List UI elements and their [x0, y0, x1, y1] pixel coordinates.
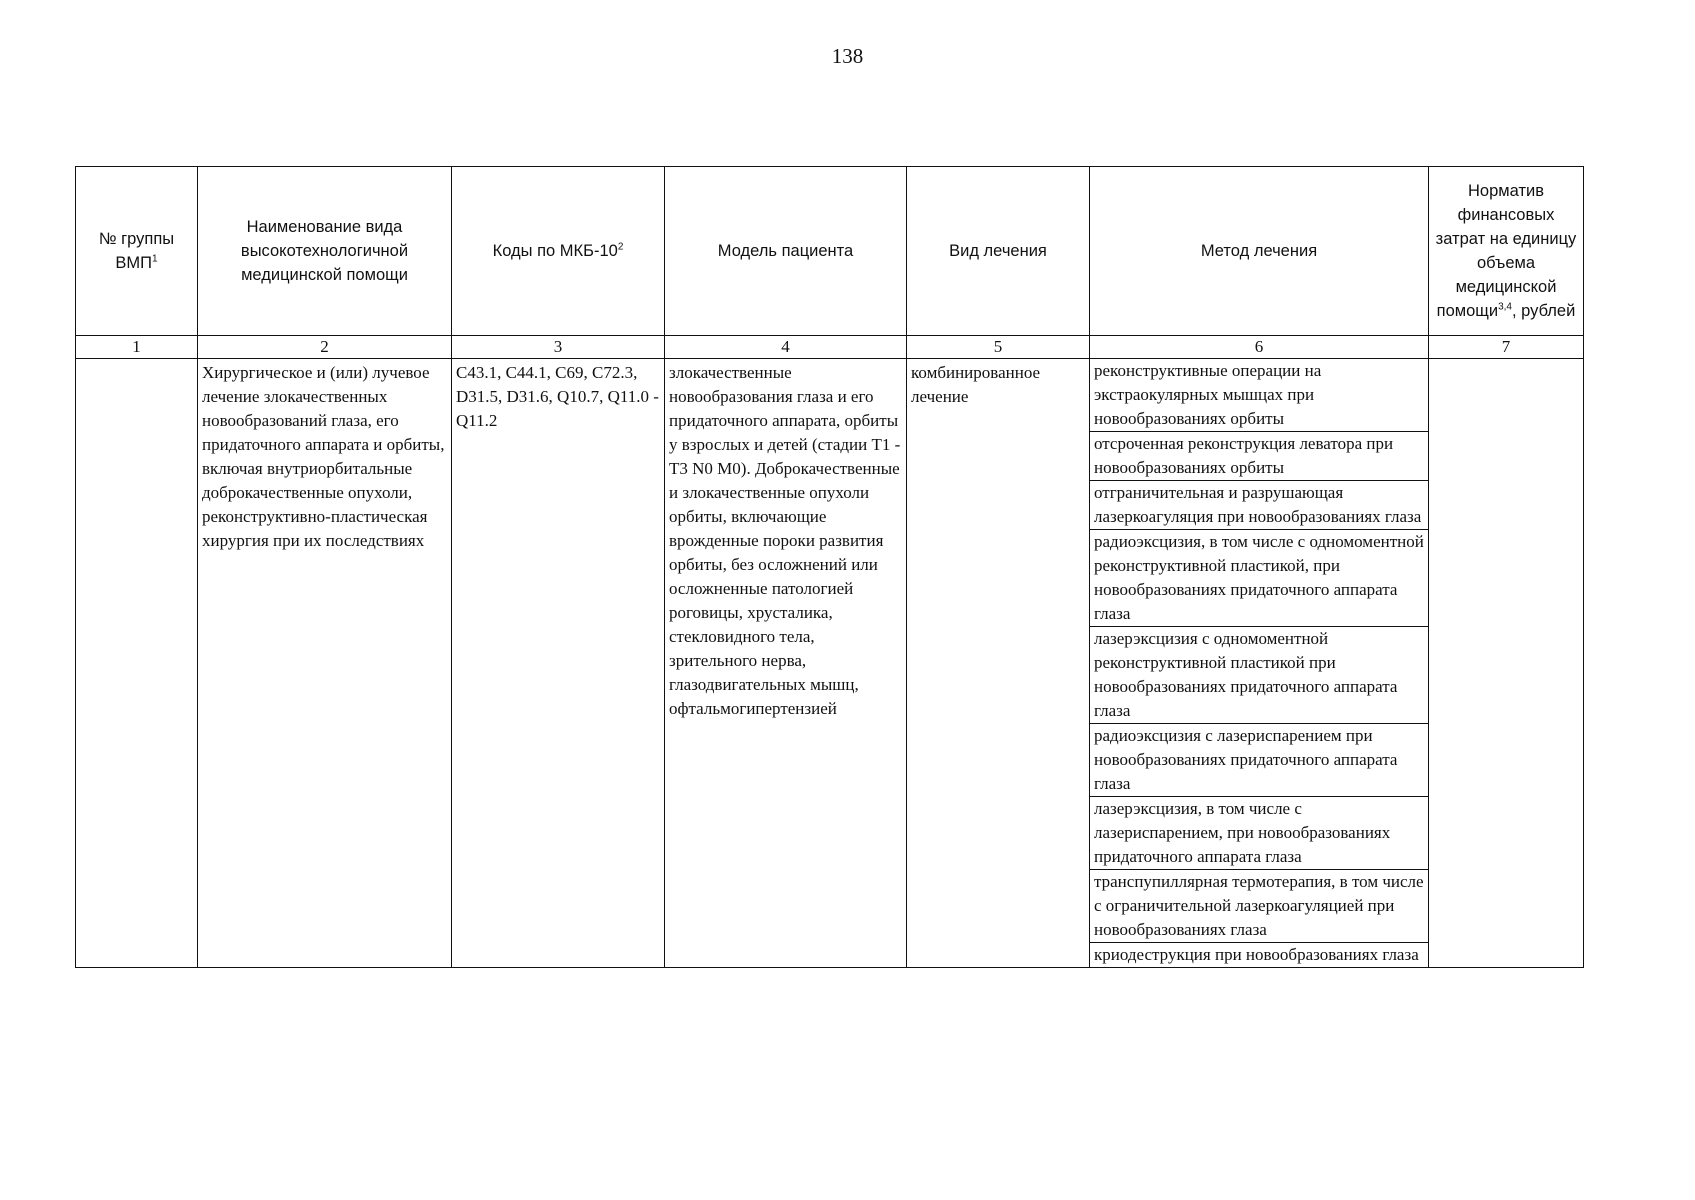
column-number: 1: [76, 336, 198, 359]
header-group: № группы ВМП$^1$: [76, 167, 198, 336]
method-item: лазерэксцизия с одномоментной реконструктивной пластикой при новообразованиях придаточного аппарата глаза: [1090, 627, 1428, 724]
page-number: 138: [831, 44, 864, 68]
header-patient-model: Модель пациента: [665, 167, 907, 336]
methods-list: [1090, 359, 1428, 967]
header-row: [76, 167, 1584, 336]
column-number: 5: [907, 336, 1090, 359]
group-cell: [76, 359, 198, 968]
method-item: отграничительная и разрушающая лазеркоагуляция при новообразованиях глаза: [1090, 481, 1428, 530]
methods-cell: [1090, 359, 1429, 968]
header-codes: Коды по МКБ-$10^2$: [452, 167, 665, 336]
method-item: радиоэксцизия с лазериспарением при новообразованиях придаточного аппарата глаза: [1090, 724, 1428, 797]
column-number: 4: [665, 336, 907, 359]
header-name: Наименование вида высокотехнологичной медицинской помощи: [198, 167, 452, 336]
cost-cell: [1429, 359, 1584, 968]
header-treatment-type: Вид лечения: [907, 167, 1090, 336]
method-item: отсроченная реконструкция леватора при новообразованиях орбиты: [1090, 432, 1428, 481]
method-item: криодеструкция при новообразованиях глаза: [1094, 945, 1419, 964]
column-number: 6: [1090, 336, 1429, 359]
vmp-table: [75, 166, 1584, 968]
column-number: 7: [1429, 336, 1584, 359]
column-number-row: [76, 336, 1584, 359]
care-type-name-cell: Хирургическое и (или) лучевое лечение злокачественных новообразований глаза, его придаточного аппарата и орбиты, включая внутриорбитальные доброкачественные опухоли, реконструктивно-пластическая хирургия при их последствиях: [198, 359, 452, 968]
patient-model-cell: злокачественные новообразования глаза и его придаточного аппарата, орбиты у взрослых и детей (стадии T1 - T3 N0 M0). Доброкачественные и злокачественные опухоли орбиты, включающие врожденные пороки развития орбиты, без осложнений или осложненные патологией роговицы, хрусталика, стекловидного тела, зрительного нерва, глазодвигательных мышц, офтальмогипертензией: [665, 359, 907, 968]
method-item: лазерэксцизия, в том числе с лазериспарением, при новообразованиях придаточного аппарата глаза: [1090, 797, 1428, 870]
header-cost: Норматив финансовых затрат на единицу объема медицинской помощи$^{3,4}$, рублей: [1429, 167, 1584, 336]
column-number: 2: [198, 336, 452, 359]
header-method: Метод лечения: [1090, 167, 1429, 336]
method-item: радиоэксцизия, в том числе с одномоментной реконструктивной пластикой, при новообразованиях придаточного аппарата глаза: [1090, 530, 1428, 627]
method-item: транспупиллярная термотерапия, в том числе с ограничительной лазеркоагуляцией при новообразованиях глаза: [1090, 870, 1428, 943]
method-item: реконструктивные операции на экстраокулярных мышцах при новообразованиях орбиты: [1090, 359, 1428, 432]
icd-codes-cell: C43.1, C44.1, C69, C72.3, D31.5, D31.6, Q10.7, Q11.0 - Q11.2: [452, 359, 665, 968]
table-row: [76, 359, 1584, 968]
column-number: 3: [452, 336, 665, 359]
treatment-type-cell: комбинированное лечение: [907, 359, 1090, 968]
